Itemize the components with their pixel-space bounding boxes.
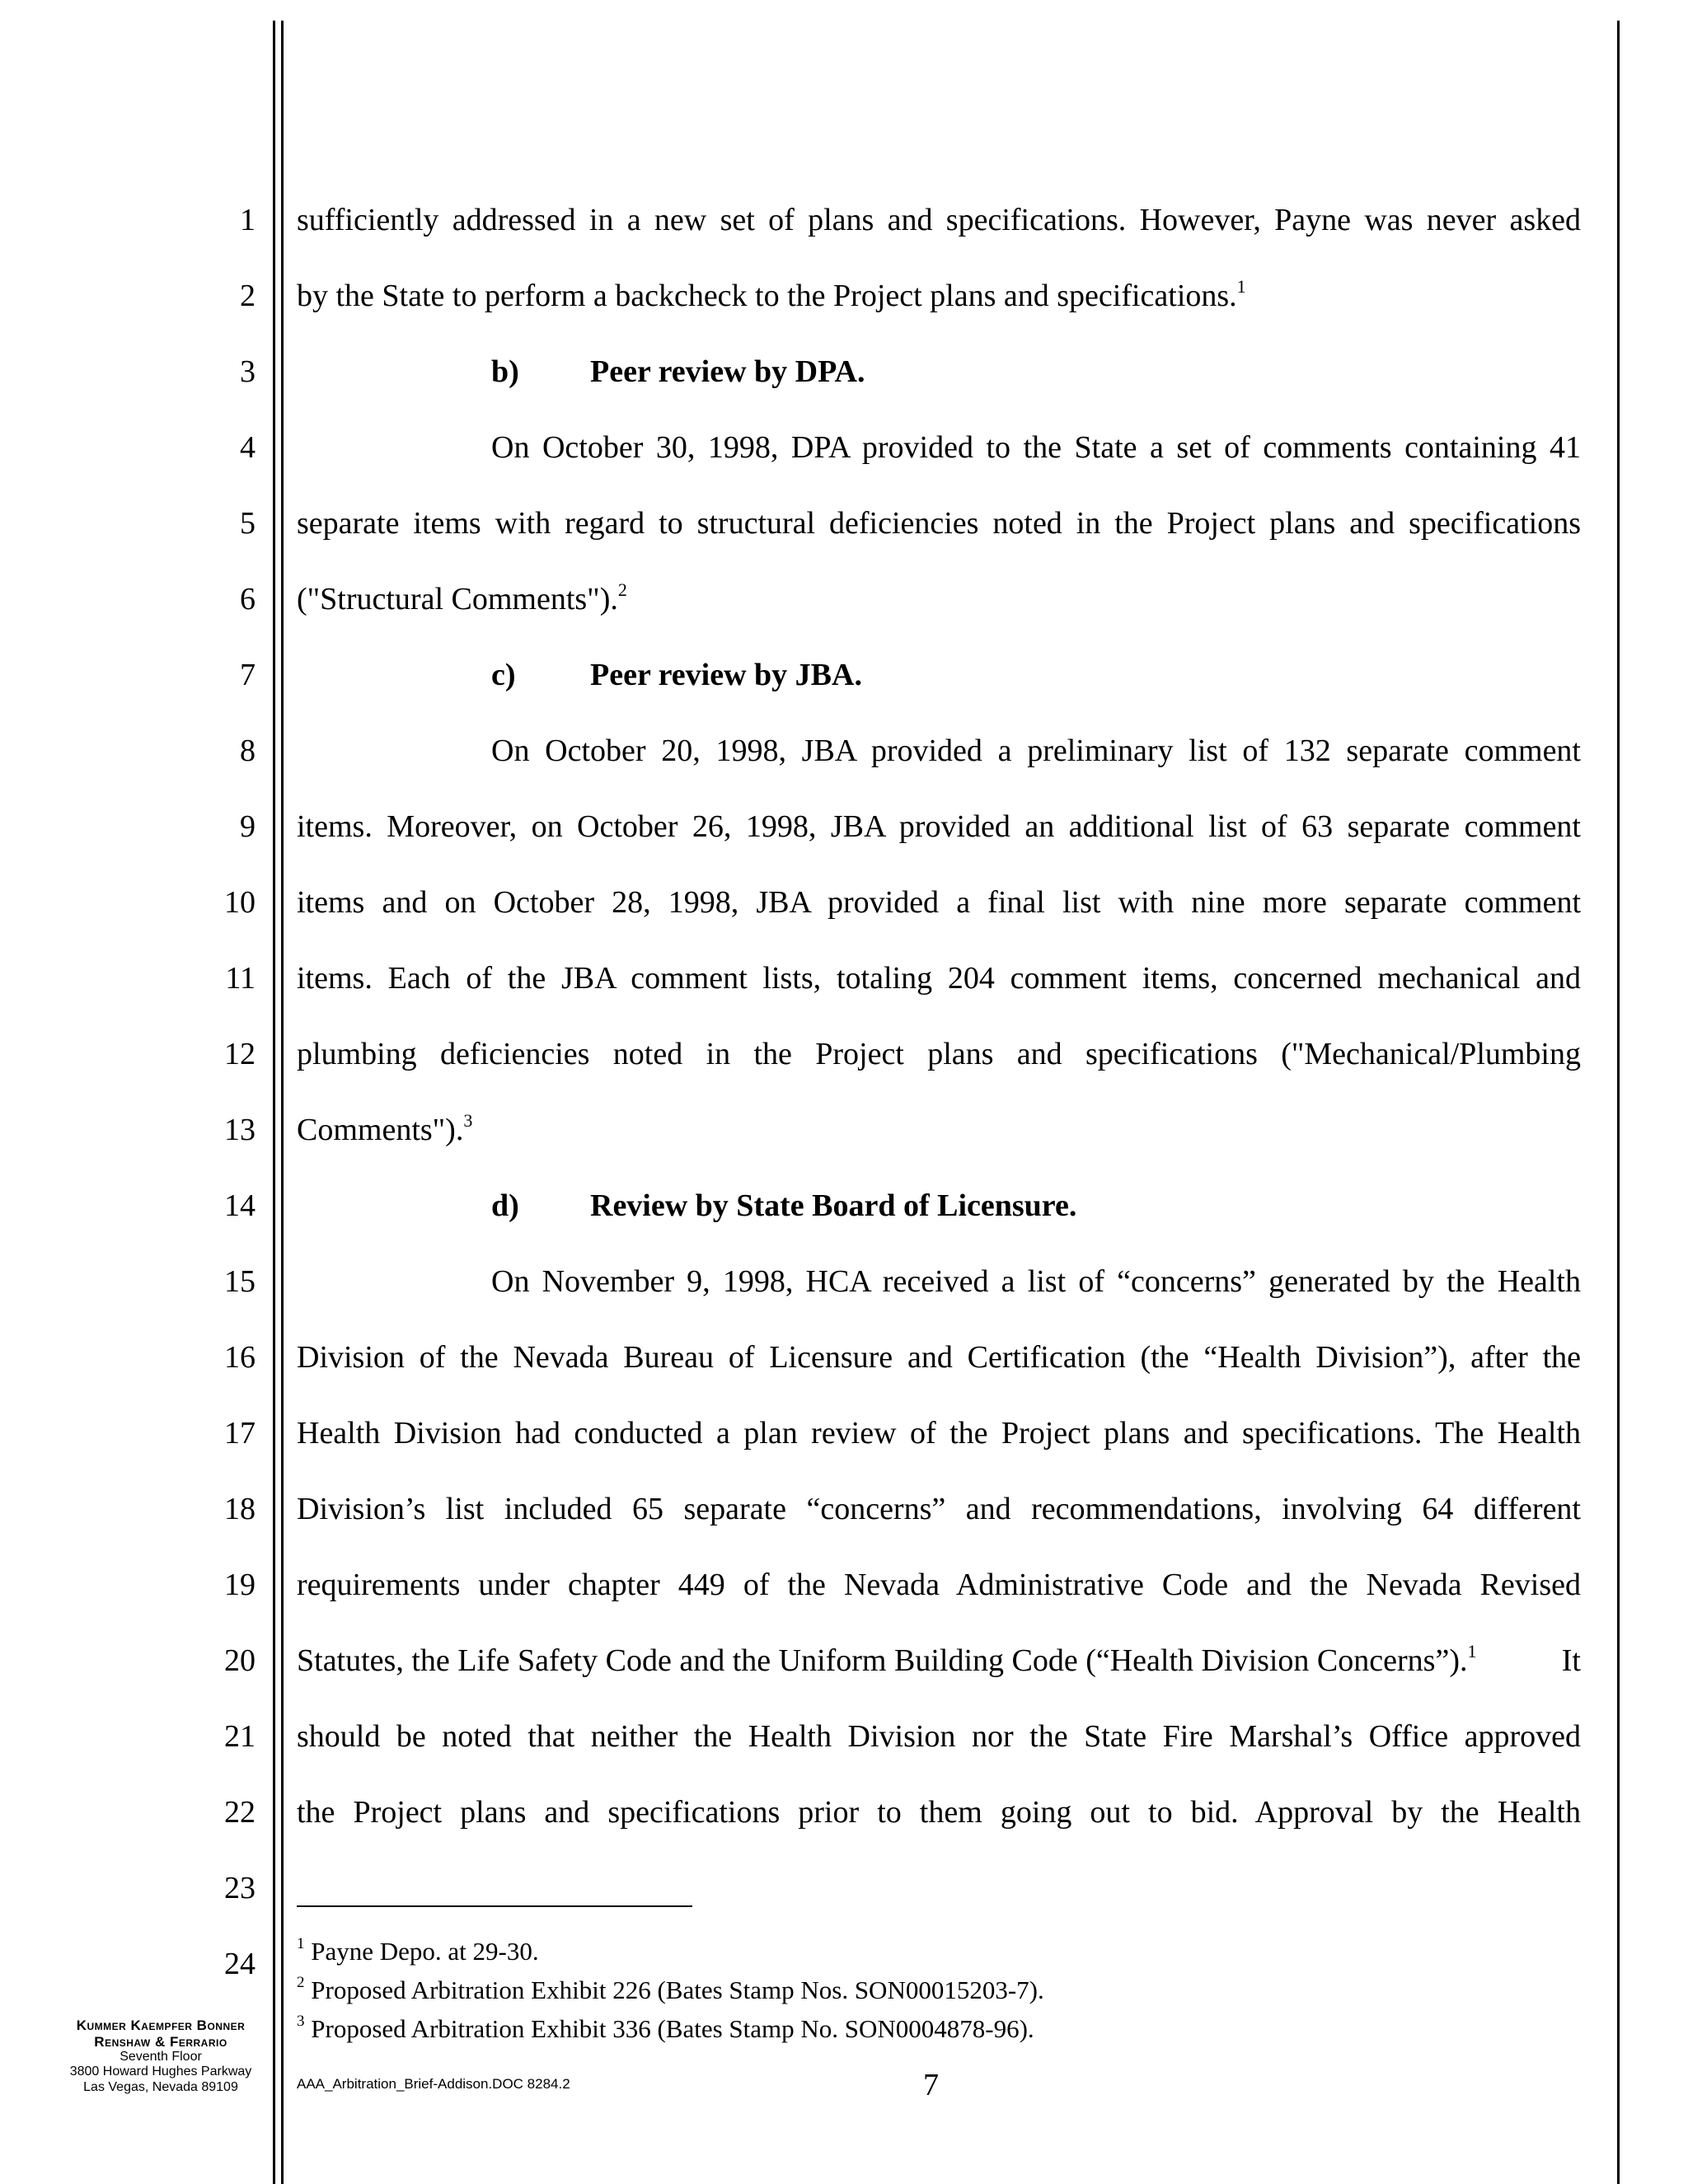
body-line (297, 1110, 1581, 1147)
line-number: 10 (224, 885, 256, 920)
body-line: items. Moreover, on October 26, 1998, JBA provided an additional list of 63 separate comment (297, 809, 1581, 844)
body-line: Division’s list included 65 separate “concerns” and recommendations, involving 64 different (297, 1492, 1581, 1526)
body-line: items and on October 28, 1998, JBA provided a final list with nine more separate comment (297, 885, 1581, 920)
body-text: Comments"). (297, 1113, 464, 1147)
left-margin-rule-2 (281, 21, 284, 2184)
body-text: It (1561, 1643, 1581, 1678)
firm-address-line: Las Vegas, Nevada 89109 (83, 2079, 238, 2094)
footnote (297, 1935, 539, 1966)
line-number: 13 (224, 1113, 256, 1147)
line-number: 11 (225, 961, 256, 996)
line-number: 7 (240, 658, 256, 692)
footnote (297, 2013, 1034, 2043)
firm-address-line: Seventh Floor (120, 2050, 202, 2064)
firm-address-line: 3800 Howard Hughes Parkway (69, 2064, 252, 2079)
firm-name-line-2: Renshaw & Ferrario (94, 2033, 227, 2050)
line-number: 2 (240, 279, 256, 313)
body-text: by the State to perform a backcheck to the Project plans and specifications. (297, 279, 1237, 313)
line-number: 3 (240, 354, 256, 389)
line-number: 19 (224, 1568, 256, 1602)
firm-name-line-1: Kummer Kaempfer Bonner (76, 2018, 246, 2033)
body-line: On October 20, 1998, JBA provided a preliminary list of 132 separate comment (491, 733, 1581, 768)
line-number: 15 (224, 1264, 256, 1299)
left-margin-rule-1 (273, 21, 275, 2184)
body-line: On November 9, 1998, HCA received a list of “concerns” generated by the Health (491, 1264, 1581, 1299)
line-number: 8 (240, 733, 256, 768)
heading-title: Review by State Board of Licensure. (590, 1188, 1077, 1223)
footnote-ref: 1 (1236, 276, 1246, 297)
heading-title: Peer review by DPA. (590, 354, 865, 389)
heading-label: c) (491, 658, 516, 692)
page-number: 7 (923, 2068, 939, 2102)
heading-label: d) (491, 1188, 519, 1223)
line-number: 12 (224, 1037, 256, 1071)
body-line: separate items with regard to structural deficiencies noted in the Project plans and specifications (297, 506, 1581, 541)
line-number: 5 (240, 506, 256, 541)
body-line: On October 30, 1998, DPA provided to the State a set of comments containing 41 (491, 430, 1581, 465)
heading-title: Peer review by JBA. (590, 658, 862, 692)
body-line (297, 1641, 1581, 1678)
footnote-text: Proposed Arbitration Exhibit 336 (Bates Stamp No. SON0004878-96). (304, 2014, 1034, 2043)
line-number: 14 (224, 1188, 256, 1223)
footnote-separator (297, 1905, 692, 1907)
body-line: the Project plans and specifications prior to them going out to bid. Approval by the Health (297, 1795, 1581, 1830)
body-line: Division of the Nevada Bureau of Licensure and Certification (the “Health Division”), after the (297, 1340, 1581, 1375)
body-line: plumbing deficiencies noted in the Project plans and specifications ("Mechanical/Plumbing (297, 1037, 1581, 1071)
line-number: 16 (224, 1340, 256, 1375)
body-line: should be noted that neither the Health Division nor the State Fire Marshal’s Office approved (297, 1719, 1581, 1754)
law-firm-block (33, 2018, 288, 2095)
footnote (297, 1974, 1044, 2004)
line-number: 22 (224, 1795, 256, 1830)
line-number: 18 (224, 1492, 256, 1526)
line-number: 23 (224, 1871, 256, 1905)
footnote-text: Payne Depo. at 29-30. (304, 1937, 539, 1966)
document-id: AAA_Arbitration_Brief-Addison.DOC 8284.2 (297, 2076, 570, 2092)
line-number: 21 (224, 1719, 256, 1754)
line-number: 9 (240, 809, 256, 844)
footnote-number: 1 (297, 1935, 305, 1952)
body-line (297, 579, 1581, 616)
footnote-ref: 1 (1467, 1641, 1477, 1661)
body-line: sufficiently addressed in a new set of plans and specifications. However, Payne was never asked (297, 203, 1581, 237)
heading-label: b) (491, 354, 519, 389)
line-number: 17 (224, 1416, 256, 1451)
footnote-number: 3 (297, 2013, 305, 2030)
footnote-ref: 2 (617, 579, 627, 600)
line-number: 1 (240, 203, 256, 237)
line-number: 24 (224, 1947, 256, 1981)
body-text: Statutes, the Life Safety Code and the Uniform Building Code (“Health Division Concerns”).$^1$ (297, 1641, 1477, 1678)
body-line: items. Each of the JBA comment lists, totaling 204 comment items, concerned mechanical and (297, 961, 1581, 996)
body-line (297, 276, 1581, 313)
line-number: 6 (240, 582, 256, 616)
footnote-text: Proposed Arbitration Exhibit 226 (Bates Stamp Nos. SON00015203-7). (304, 1975, 1044, 2004)
right-margin-rule (1617, 21, 1620, 2184)
footnote-ref: 3 (463, 1110, 473, 1131)
body-text: ("Structural Comments"). (297, 582, 618, 616)
body-line: Health Division had conducted a plan review of the Project plans and specifications. The Health (297, 1416, 1581, 1451)
line-number: 4 (240, 430, 256, 465)
body-line: requirements under chapter 449 of the Nevada Administrative Code and the Nevada Revised (297, 1568, 1581, 1602)
line-number: 20 (224, 1643, 256, 1678)
footnote-number: 2 (297, 1974, 305, 1991)
